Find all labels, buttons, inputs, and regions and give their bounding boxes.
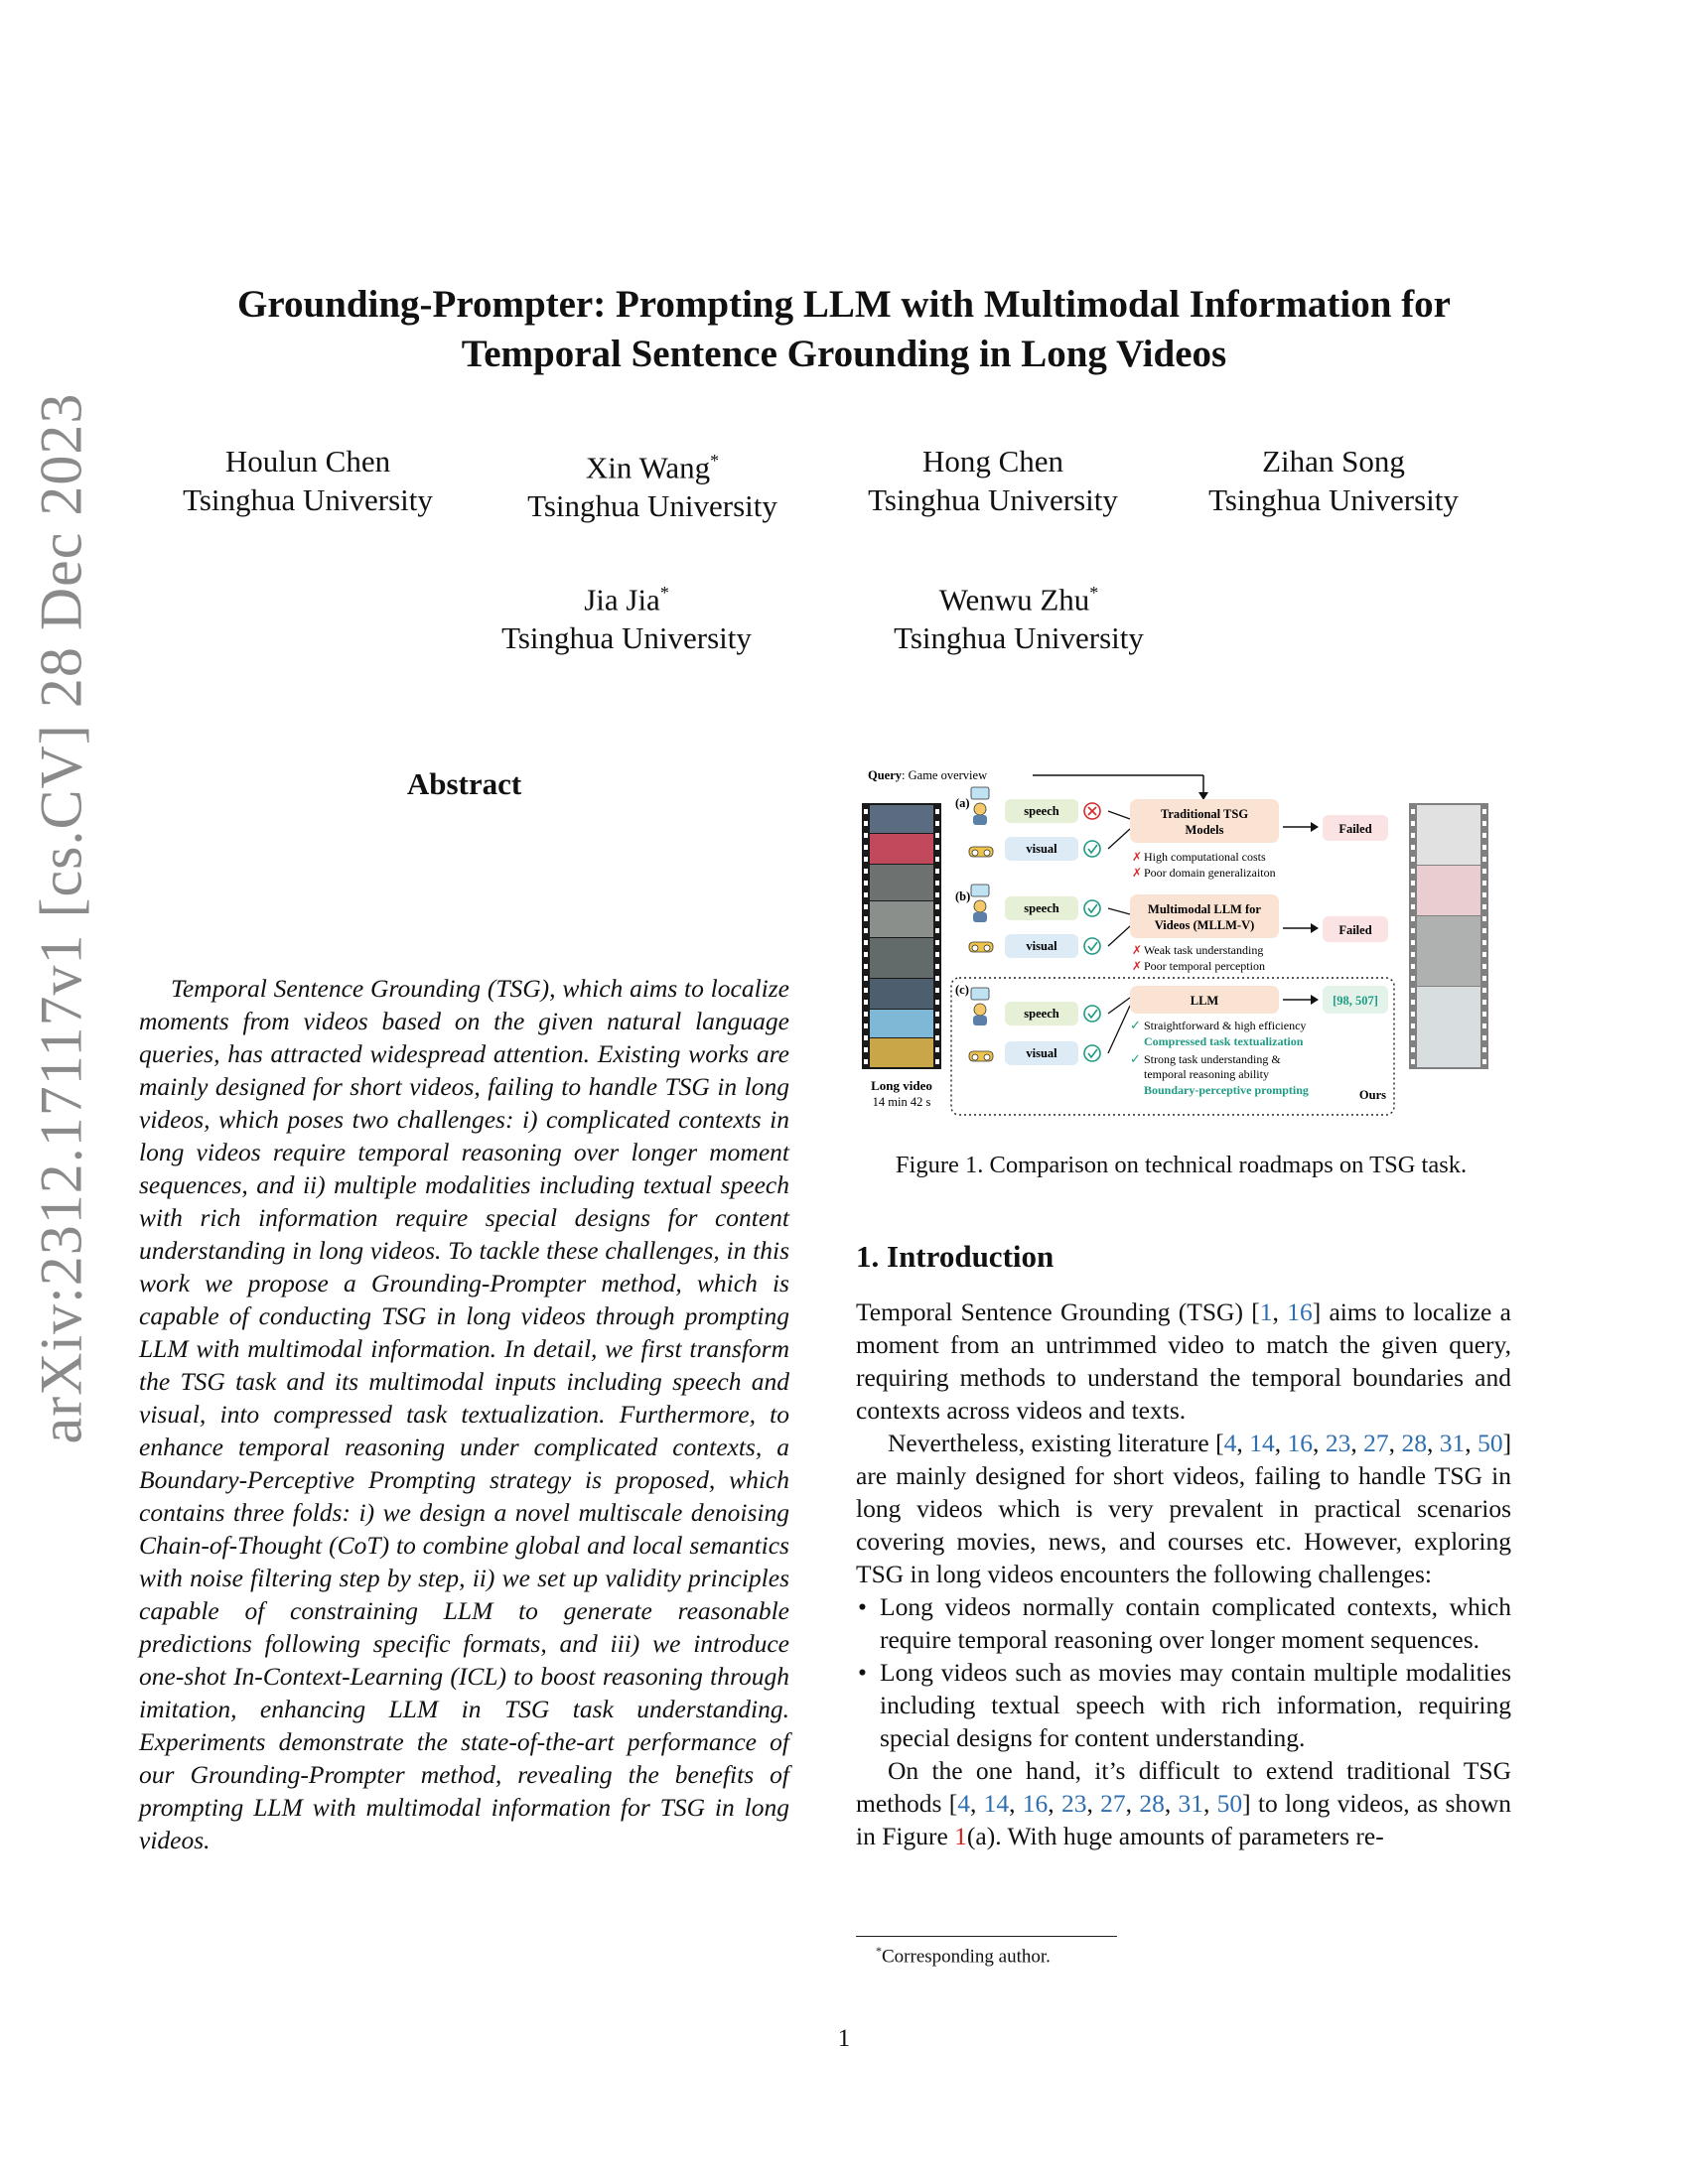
paper-title — [0, 280, 1688, 379]
footnote-mark: * — [876, 1944, 882, 1958]
traditional-tsg-label-2: Models — [1185, 823, 1224, 837]
citation-link[interactable]: 50 — [1216, 1789, 1243, 1818]
author-affiliation: Tsinghua University — [868, 482, 1118, 517]
benefit-text: Straightforward & high efficiency — [1144, 1019, 1307, 1032]
citation-link[interactable]: 4 — [957, 1789, 970, 1818]
footnote — [856, 1944, 1372, 1968]
arxiv-stamp: arXiv:2312.17117v1 [cs.CV] 28 Dec 2023 — [28, 392, 94, 1444]
title-line-1: Grounding-Prompter: Prompting LLM with Multimodal Information for — [237, 283, 1451, 326]
benefit-text: Strong task understanding & — [1144, 1052, 1281, 1066]
introduction-body — [856, 1296, 1511, 1852]
issue-text: Weak task understanding — [1144, 943, 1264, 957]
author-affiliation: Tsinghua University — [527, 488, 777, 524]
author-affiliation: Tsinghua University — [501, 620, 752, 656]
panel-c-label: (c) — [955, 983, 969, 997]
author-name: Hong Chen — [921, 444, 1064, 478]
citation-link[interactable]: 50 — [1477, 1429, 1503, 1457]
page-number: 1 — [837, 2025, 851, 2052]
author-name: Houlun Chen — [224, 444, 391, 478]
issue-text: High computational costs — [1144, 850, 1266, 864]
ours-label: Ours — [1358, 1088, 1386, 1102]
visual-label: visual — [1026, 1046, 1057, 1060]
author-block — [834, 442, 1152, 519]
check-circle-icon — [1084, 841, 1100, 857]
figure-1 — [856, 767, 1506, 1130]
author-name: Xin Wang — [585, 450, 711, 485]
check-circle-icon — [1084, 900, 1100, 916]
paragraph: On the one hand, it’s difficult to extend traditional TSG methods [4, 14, 16, 23, 27, 28, 31, 50] to long videos, as shown in Figure 1(a). With huge amounts of parameters re- — [856, 1756, 1512, 1850]
corresponding-mark: * — [659, 583, 669, 603]
author-block — [860, 574, 1178, 657]
footnote-text: Corresponding author. — [882, 1946, 1051, 1968]
visual-label: visual — [1026, 842, 1057, 856]
title-line-2: Temporal Sentence Grounding in Long Videos — [461, 333, 1227, 375]
check-icon: ✓ — [1130, 1051, 1141, 1066]
vr-headset-icon — [969, 847, 993, 857]
citation-link[interactable]: 1 — [1259, 1297, 1273, 1326]
llm-label: LLM — [1190, 994, 1219, 1008]
cross-icon: ✗ — [1132, 866, 1143, 880]
long-video-label: Long video — [871, 1078, 932, 1093]
citation-link[interactable]: 28 — [1401, 1429, 1427, 1457]
speaker-icon — [971, 988, 989, 1025]
output-filmstrip — [1409, 803, 1488, 1069]
citation-link[interactable]: 14 — [983, 1789, 1010, 1818]
benefit-text: temporal reasoning ability — [1144, 1067, 1269, 1081]
long-video-filmstrip — [862, 803, 941, 1069]
author-name: Jia Jia — [584, 582, 660, 617]
citation-link[interactable]: 28 — [1139, 1789, 1165, 1818]
speech-label: speech — [1024, 901, 1059, 915]
vr-headset-icon — [969, 1051, 993, 1061]
author-name: Wenwu Zhu — [938, 582, 1090, 617]
speech-label: speech — [1024, 804, 1059, 818]
mllm-v-label: Multimodal LLM for — [1148, 902, 1261, 916]
footnote-rule — [856, 1936, 1117, 1937]
panel-b-label: (b) — [955, 889, 971, 903]
author-name: Zihan Song — [1262, 444, 1405, 478]
query-text: Query: Game overview — [868, 768, 988, 782]
author-affiliation: Tsinghua University — [894, 620, 1144, 656]
issue-text: Poor temporal perception — [1144, 959, 1265, 973]
author-block — [149, 442, 467, 519]
citation-link[interactable]: 23 — [1060, 1789, 1087, 1818]
citation-link[interactable]: 23 — [1325, 1429, 1351, 1457]
benefit-subtext: Boundary-perceptive prompting — [1144, 1083, 1309, 1097]
citation-link[interactable]: 16 — [1287, 1297, 1313, 1326]
failed-label: Failed — [1338, 923, 1372, 937]
paragraph: Temporal Sentence Grounding (TSG) [1, 16] aims to localize a moment from an untrimmed video to match the given query, requiring methods to understand the temporal boundaries and contexts across videos and texts. — [856, 1297, 1511, 1425]
figure-caption: Figure 1. Comparison on technical roadmaps on TSG task. — [895, 1152, 1468, 1178]
speaker-icon — [971, 885, 989, 922]
paragraph: Nevertheless, existing literature [4, 14, 16, 23, 27, 28, 31, 50] are mainly designed for short videos, failing to handle TSG in long videos which is very prevalent in practical scenarios covering movies, news, and courses etc. However, exploring TSG in long videos encounters the following challenges: — [856, 1429, 1512, 1588]
author-block — [1175, 442, 1492, 519]
check-icon: ✓ — [1130, 1018, 1141, 1032]
check-circle-icon — [1084, 1006, 1100, 1022]
corresponding-mark: * — [1089, 583, 1099, 603]
citation-link[interactable]: 14 — [1249, 1429, 1275, 1457]
citation-link[interactable]: 16 — [1022, 1789, 1049, 1818]
citation-link[interactable]: 16 — [1287, 1429, 1313, 1457]
cross-icon: ✗ — [1132, 959, 1143, 973]
author-block — [468, 574, 785, 657]
panel-a-label: (a) — [955, 796, 970, 810]
visual-label: visual — [1026, 939, 1057, 953]
figure-reference-link[interactable]: 1 — [954, 1822, 967, 1850]
corresponding-mark: * — [710, 451, 720, 471]
citation-link[interactable]: 31 — [1439, 1429, 1466, 1457]
cross-icon: ✗ — [1132, 850, 1143, 864]
check-circle-icon — [1084, 938, 1100, 954]
traditional-tsg-label: Traditional TSG — [1160, 807, 1249, 821]
list-item: • Long videos normally contain complicated contexts, which require temporal reasoning over longer moment sequences. — [856, 1590, 1511, 1656]
author-affiliation: Tsinghua University — [1208, 482, 1459, 517]
abstract-body — [139, 972, 789, 1856]
vr-headset-icon — [969, 942, 993, 952]
cross-icon: ✗ — [1132, 943, 1143, 957]
citation-link[interactable]: 31 — [1178, 1789, 1203, 1818]
abstract-heading: Abstract — [406, 766, 522, 801]
benefit-subtext: Compressed task textualization — [1144, 1034, 1304, 1048]
challenge-list — [856, 1590, 1511, 1754]
video-duration: 14 min 42 s — [872, 1095, 931, 1109]
author-affiliation: Tsinghua University — [183, 482, 433, 517]
failed-label: Failed — [1338, 822, 1372, 836]
author-block — [493, 442, 811, 525]
citation-link[interactable]: 27 — [1100, 1789, 1126, 1818]
abstract-text: Temporal Sentence Grounding (TSG), which aims to localize moments from videos based on the given natural language queries, has attracted widespread attention. Existing works are mainly designed for short videos, failing to handle TSG in long videos, which poses two challenges: i) complicated contexts in long videos require temporal reasoning over longer moment sequences, and ii) multiple modalities including textual speech with rich information require special designs for content understanding in long videos. To tackle these challenges, in this work we propose a Grounding-Prompter method, which is capable of conducting TSG in long videos through prompting LLM with multimodal information. In detail, we first transform the TSG task and its multimodal inputs including speech and visual, into compressed task textualization. Furthermore, to enhance temporal reasoning under complicated contexts, a Boundary-Perceptive Prompting strategy is proposed, which contains three folds: i) we design a novel multiscale denoising Chain-of-Thought (CoT) to combine global and local semantics with noise filtering step by step, ii) we set up validity principles capable of constraining LLM to generate reasonable predictions following specific formats, and iii) we introduce one-shot In-Context-Learning (ICL) to boost reasoning through imitation, enhancing LLM in TSG task understanding. Experiments demonstrate the state-of-the-art performance of our Grounding-Prompter method, revealing the benefits of prompting LLM with multimodal information for TSG in long videos. — [139, 974, 789, 1854]
speech-label: speech — [1024, 1007, 1059, 1021]
check-circle-icon — [1084, 1045, 1100, 1061]
mllm-v-label-2: Videos (MLLM-V) — [1154, 918, 1255, 932]
citation-link[interactable]: 27 — [1363, 1429, 1389, 1457]
cross-circle-icon — [1084, 803, 1100, 819]
speaker-icon — [971, 787, 989, 825]
section-heading-introduction: 1. Introduction — [856, 1239, 1055, 1274]
issue-text: Poor domain generalizaiton — [1144, 866, 1276, 880]
result-label: [98, 507] — [1333, 994, 1378, 1008]
citation-link[interactable]: 4 — [1223, 1429, 1237, 1457]
list-item: • Long videos such as movies may contain multiple modalities including textual speech with rich information, requiring special designs for content understanding. — [856, 1656, 1511, 1754]
roadmap-diagram — [856, 767, 1506, 1130]
